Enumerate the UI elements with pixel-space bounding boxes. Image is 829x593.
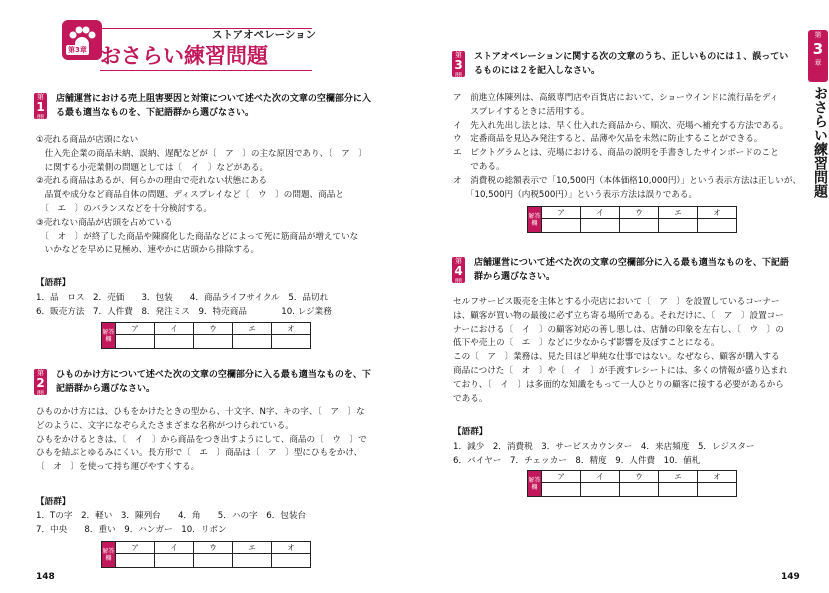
answer-table-1 [101, 322, 311, 349]
answer-cell[interactable] [620, 219, 659, 233]
body-line: 〔 エ 〕のバランスなどを十分検討する。 [36, 203, 212, 214]
answer-cell[interactable] [698, 483, 737, 497]
badge-prefix: 第 [37, 369, 44, 377]
body-line: イ 先入れ先出し法とは、早く仕入れた商品から、順次、売場へ補充する方法である。 [453, 120, 789, 131]
answer-col-header: ウ [620, 207, 659, 219]
question-1-body [36, 134, 367, 258]
badge-prefix: 第 [455, 257, 462, 265]
answer-col-header: ア [116, 542, 155, 554]
body-line: である。 [453, 393, 488, 404]
body-line: ③売れない商品が店頭を占めている [36, 217, 173, 228]
badge-num: 3 [454, 58, 463, 72]
answer-cell[interactable] [155, 335, 194, 349]
badge-num: 2 [36, 376, 45, 390]
heading-line: 記語群から選びなさい。 [56, 383, 156, 394]
terms-line: 6．販売方法 7．人件費 8．発注ミス 9．特売商品 10. レジ業務 [36, 306, 332, 317]
heading-line: る最も適当なものを、下記語群から選びなさい。 [56, 107, 255, 118]
answer-col-header: ア [542, 207, 581, 219]
title-underline [100, 70, 312, 71]
heading-line: 店舗運営について述べた次の文章の空欄部分に入る最も適当なものを、下記語 [474, 258, 789, 268]
answer-col-header: オ [698, 471, 737, 483]
answer-col-header: イ [581, 207, 620, 219]
body-line: ウ 定番商品を見込み発注すると、品薄や欠品を未然に防止することができる。 [453, 134, 763, 145]
question-badge-1 [34, 93, 47, 122]
side-chapter-num: 3 [812, 40, 824, 58]
badge-prefix: 第 [37, 93, 44, 101]
terms-line: 1．品 ロス 2．売価 3．包装 4．商品ライフサイクル 5．品切れ [36, 293, 329, 303]
answer-col-header: ウ [620, 471, 659, 483]
body-line: ひものかけ方には、ひもをかけたときの型から、十文字、N字、キの字、〔 ア 〕な [36, 407, 365, 417]
terms-line: 7．中央 8．重い 9．ハンガー 10．リボン [36, 524, 227, 535]
answer-col-header: エ [659, 471, 698, 483]
heading-line: 店舗運営における売上阻害要因と対策について述べた次の文章の空欄部分に入 [56, 94, 371, 104]
heading-line: ストアオペレーションに関する次の文章のうち、正しいものには１、誤ってい [474, 52, 789, 62]
badge-suffix: 問 [455, 278, 462, 286]
body-line: 品質や成分など商品自体の問題、ディスプレイなど〔 ウ 〕の問題、商品と [36, 190, 344, 201]
question-3-heading [474, 51, 788, 79]
answer-cell[interactable] [155, 554, 194, 568]
body-line: 商品につけた〔 オ 〕や〔 イ 〕が手渡すレシートには、多くの情報が盛り込まれ [453, 365, 788, 376]
answer-col-header: オ [698, 207, 737, 219]
answer-cell[interactable] [233, 554, 272, 568]
badge-num: 4 [454, 264, 463, 278]
body-line: セルフサービス販売を主体とする小売店において〔 ア 〕を設置しているコーナー [453, 297, 780, 307]
chapter-badge: 第3章 [68, 46, 87, 54]
terms-label: 【語群】 [36, 497, 71, 507]
terms-label: 【語群】 [453, 427, 488, 437]
paw-print-icon [62, 20, 102, 60]
answer-cell[interactable] [272, 335, 311, 349]
body-line: いかなどを早めに見極め、速やかに店頭から排除する。 [36, 245, 260, 256]
answer-cell[interactable] [116, 554, 155, 568]
body-line: オ 消費税の総額表示で「10,500円（本体価格10,000円）」という表示方法は正しいが、 [453, 175, 802, 186]
body-line: 〔 オ 〕が終了した商品や陳腐化した商品などによって死に筋商品が増えていな [36, 231, 359, 242]
answer-col-header: エ [659, 207, 698, 219]
terms-line: 1．減少 2．消費税 3．サービスカウンター 4．来店頻度 5．レジスター [453, 442, 755, 452]
body-line: 〔 オ 〕を使って持ち運びやすくする。 [36, 462, 200, 473]
page-subtitle: ストアオペレーション [212, 29, 317, 41]
body-line: スプレイするときに活用する。 [453, 106, 590, 117]
body-line: である。 [453, 161, 505, 172]
body-line: 低下や売上の〔 エ 〕などに少なからず影響を及ぼすことになる。 [453, 338, 720, 349]
question-4-heading [474, 257, 789, 285]
page-title: おさらい練習問題 [100, 44, 268, 68]
terms-label: 【語群】 [36, 278, 71, 288]
heading-line: 群から選びなさい。 [474, 271, 556, 282]
answer-cell[interactable] [272, 554, 311, 568]
badge-num: 1 [36, 100, 45, 114]
answer-cell[interactable] [581, 219, 620, 233]
answer-table-4 [527, 470, 737, 497]
answer-cell[interactable] [116, 335, 155, 349]
answer-cell[interactable] [698, 219, 737, 233]
question-badge-2 [34, 369, 47, 398]
answer-cell[interactable] [194, 554, 233, 568]
body-line: ており、〔 イ 〕は多面的な知識をもって一人ひとりの顧客に接する必要があるから [453, 379, 784, 390]
answer-col-header: エ [233, 323, 272, 335]
side-title: おさらい練習問題 [812, 86, 828, 198]
question-2-heading [56, 369, 371, 397]
body-line: ①売れる商品が店頭にない [36, 135, 139, 145]
badge-suffix: 問 [455, 72, 462, 80]
page-number-right: 149 [781, 572, 800, 582]
body-line: この〔 ア 〕業務は、見た目ほど単純な仕事ではない。なぜなら、顧客が購入する [453, 352, 780, 363]
answer-col-header: ア [542, 471, 581, 483]
answer-col-header: オ [272, 323, 311, 335]
badge-suffix: 問 [37, 114, 44, 122]
answer-cell[interactable] [659, 219, 698, 233]
terms-line: 6．バイヤー 7．チェッカー 8．精度 9．人件費 10．値札 [453, 455, 701, 466]
answer-col-header: イ [155, 542, 194, 554]
answer-cell[interactable] [581, 483, 620, 497]
answer-table-3 [527, 206, 737, 233]
body-line: 「10,500円（内税500円）」という表示方法は誤りである。 [453, 189, 698, 200]
question-badge-4 [452, 257, 465, 286]
answer-cell[interactable] [542, 219, 581, 233]
answer-col-header: イ [155, 323, 194, 335]
body-line: に関する小売業側の問題としては〔 イ 〕などがある。 [36, 162, 269, 173]
answer-col-header: ア [116, 323, 155, 335]
question-1-terms [36, 292, 332, 320]
body-line: ひもをかけるときは、〔 イ 〕から商品をつき出すようにして、商品の〔 ウ 〕で [36, 434, 367, 445]
badge-prefix: 第 [455, 51, 462, 59]
answer-col-header: ウ [194, 323, 233, 335]
page-number-left: 148 [36, 572, 55, 582]
side-chapter-prefix: 第 [814, 31, 822, 39]
body-line: どのように、文字になぞらえたさまざまな名称がつけられている。 [36, 420, 294, 431]
body-line: エ ピクトグラムとは、売場における、商品の説明を手書きしたサインボードのこと [453, 148, 779, 159]
answer-cell[interactable] [233, 335, 272, 349]
body-line: ア 前進立体陳列は、高級専門店や百貨店において、ショーウインドに流行品をディ [453, 93, 779, 103]
answer-label: 解答欄 [528, 207, 542, 233]
answer-col-header: イ [581, 471, 620, 483]
answer-cell[interactable] [194, 335, 233, 349]
heading-line: ひものかけ方について述べた次の文章の空欄部分に入る最も適当なものを、下 [56, 370, 371, 380]
answer-label: 解答欄 [528, 471, 542, 497]
question-badge-3 [452, 51, 465, 80]
answer-cell[interactable] [659, 483, 698, 497]
answer-col-header: ウ [194, 542, 233, 554]
question-1-heading [56, 93, 371, 121]
question-4-body [453, 296, 787, 406]
answer-col-header: オ [272, 542, 311, 554]
answer-label: 解答欄 [102, 542, 116, 568]
question-3-body [453, 92, 801, 202]
question-2-body [36, 406, 367, 475]
question-4-terms [453, 441, 755, 469]
answer-col-header: エ [233, 542, 272, 554]
answer-label: 解答欄 [102, 323, 116, 349]
answer-cell[interactable] [620, 483, 659, 497]
body-line: ナーにおける〔 イ 〕の顧客対応の善し悪しは、店舗の印象を左右し、〔 ウ 〕の [453, 324, 784, 335]
body-line: ②売れる商品はあるが、何らかの理由で売れない状態にある [36, 176, 268, 187]
terms-line: 1．Tの字 2．軽い 3．陳列台 4．角 5．ハの字 6．包装台 [36, 511, 307, 521]
body-line: ひもを結ぶとゆるみにくい。長方形で〔 エ 〕商品は〔 ア 〕型にひもをかけ、 [36, 448, 363, 459]
answer-cell[interactable] [542, 483, 581, 497]
body-line: は、顧客が買い物の最後に必ず立ち寄る場所である。それだけに、〔 ア 〕設置コー [453, 310, 784, 321]
badge-suffix: 問 [37, 390, 44, 398]
question-2-terms [36, 510, 306, 538]
body-line: 仕入先企業の商品未納、誤納、遅配などが〔 ア 〕の主な原因であり、〔 ア 〕 [36, 148, 367, 159]
side-chapter-tab [808, 30, 828, 82]
side-chapter-suffix: 章 [814, 59, 822, 67]
heading-line: るものには２を記入しなさい。 [474, 65, 601, 76]
answer-table-2 [101, 541, 311, 568]
